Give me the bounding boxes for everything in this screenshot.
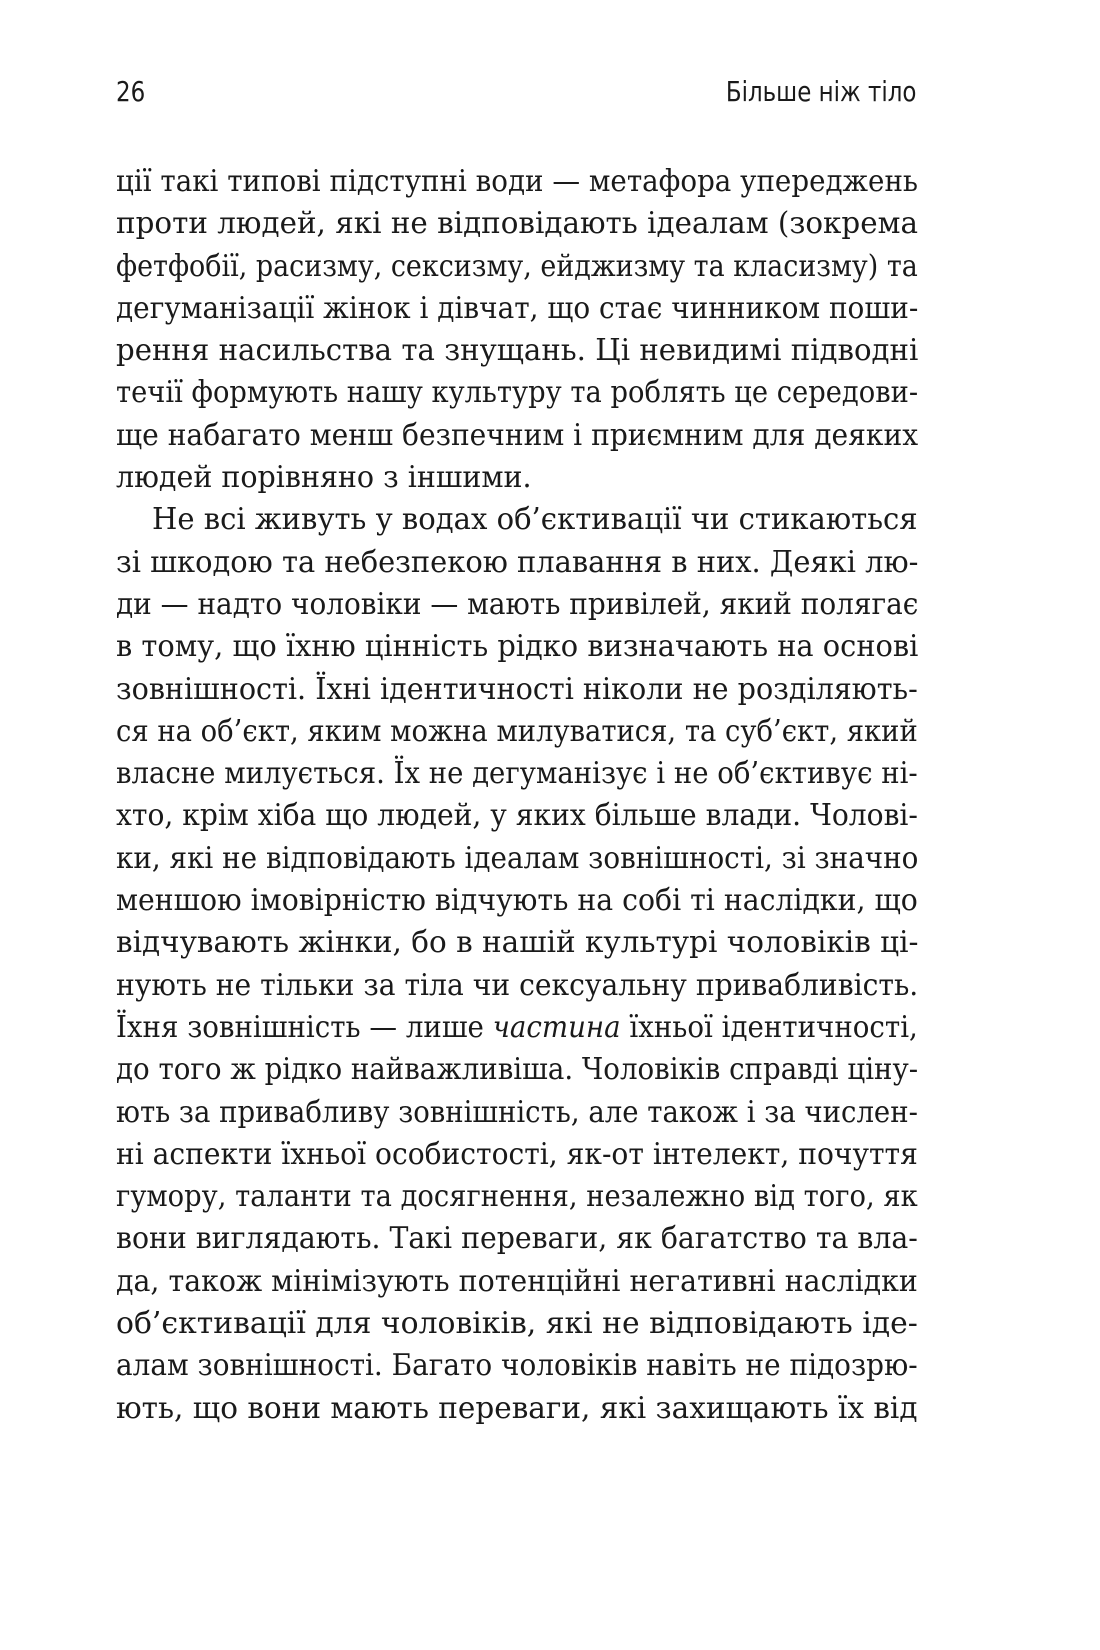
text-run: Їхня зовнішність — лише	[116, 1009, 493, 1045]
line-text: течії формують нашу культуру та роблять це середови-	[116, 375, 919, 411]
line-text: алам зовнішності. Багато чоловіків навіть не підозрю-	[116, 1348, 918, 1384]
text-line	[116, 1388, 918, 1430]
text-line	[116, 415, 918, 457]
line-text: ся на об’єкт, яким можна милуватися, та суб’єкт, який	[116, 713, 918, 749]
text-line	[116, 161, 918, 203]
line-text	[116, 1007, 918, 1049]
text-line	[116, 330, 918, 372]
line-text: зі шкодою та небезпекою плавання в них. Деякі лю-	[116, 544, 919, 580]
text-line	[116, 246, 918, 288]
line-text: зовнішності. Їхні ідентичності ніколи не розділяють-	[116, 671, 918, 707]
line-text: ції такі типові підступні води — метафора упереджень	[116, 164, 919, 199]
text-line	[116, 542, 918, 584]
text-line	[116, 288, 918, 330]
text-line	[116, 1303, 918, 1345]
paragraph	[116, 161, 918, 499]
line-text: рення насильства та знущань. Ці невидимі підводні	[116, 333, 919, 369]
line-text: ди — надто чоловіки — мають привілей, який полягає	[116, 586, 919, 622]
line-text: ні аспекти їхньої особистості, як-от інтелект, почуття	[116, 1136, 918, 1172]
line-text: вони виглядають. Такі переваги, як багатство та вла-	[116, 1221, 918, 1257]
text-line	[116, 711, 918, 753]
text-line	[116, 922, 918, 964]
text-line	[116, 965, 918, 1007]
line-text: хто, крім хіба що людей, у яких більше влади. Чолові-	[116, 798, 918, 834]
line-text: проти людей, які не відповідають ідеалам (зокрема	[116, 206, 918, 242]
text-line	[116, 372, 918, 414]
line-text: ки, які не відповідають ідеалам зовнішності, зі значно	[116, 840, 919, 876]
text-line	[116, 499, 918, 541]
line-text: відчувають жінки, бо в нашій культурі чоловіків ці-	[116, 925, 919, 961]
text-run: їхньої ідентичності,	[620, 1009, 918, 1045]
text-line	[116, 795, 918, 837]
text-line	[116, 626, 918, 668]
line-text: дегуманізації жінок і дівчат, що стає чинником поши-	[116, 290, 919, 326]
line-text: ють за привабливу зовнішність, але також і за числен-	[116, 1094, 918, 1130]
line-text: в тому, що їхню цінність рідко визначають на основі	[116, 629, 919, 665]
text-line	[116, 1134, 918, 1176]
text-line	[116, 1092, 918, 1134]
text-line	[116, 457, 918, 499]
line-text: фетфобії, расизму, сексизму, ейджизму та класизму) та	[116, 248, 918, 284]
line-text: да, також мінімізують потенційні негативні наслідки	[116, 1263, 918, 1299]
text-line	[116, 669, 918, 711]
text-line	[116, 1176, 918, 1218]
running-header	[116, 72, 916, 112]
text-line	[116, 1218, 918, 1260]
paragraph	[116, 499, 918, 1430]
line-text: меншою імовірністю відчують на собі ті наслідки, що	[116, 883, 918, 919]
text-line	[116, 838, 918, 880]
line-text: власне милується. Їх не дегуманізує і не об’єктивує ні-	[116, 756, 918, 792]
text-line	[116, 1007, 918, 1049]
text-line	[116, 584, 918, 626]
text-line	[116, 1049, 918, 1091]
text-line	[116, 203, 918, 245]
page-number: 26	[116, 75, 146, 108]
line-text: Не всі живуть у водах об’єктивації чи стикаються	[152, 502, 918, 538]
body-text	[116, 161, 918, 1430]
line-text: до того ж рідко найважливіша. Чоловіків справді ціну-	[116, 1052, 919, 1088]
book-title: Більше ніж тіло	[725, 75, 916, 108]
line-text: гумору, таланти та досягнення, незалежно від того, як	[116, 1179, 918, 1215]
line-text: ють, що вони мають переваги, які захищають їх від	[116, 1390, 918, 1426]
text-line	[116, 1345, 918, 1387]
text-line	[116, 880, 918, 922]
text-line	[116, 1261, 918, 1303]
text-line	[116, 753, 918, 795]
emphasis-word: частина	[492, 1009, 621, 1045]
line-text: нують не тільки за тіла чи сексуальну привабливість.	[116, 967, 919, 1003]
line-text: людей порівняно з іншими.	[116, 460, 532, 496]
line-text: об’єктивації для чоловіків, які не відповідають іде-	[116, 1306, 918, 1342]
line-text: ще набагато менш безпечним і приємним для деяких	[116, 417, 919, 453]
